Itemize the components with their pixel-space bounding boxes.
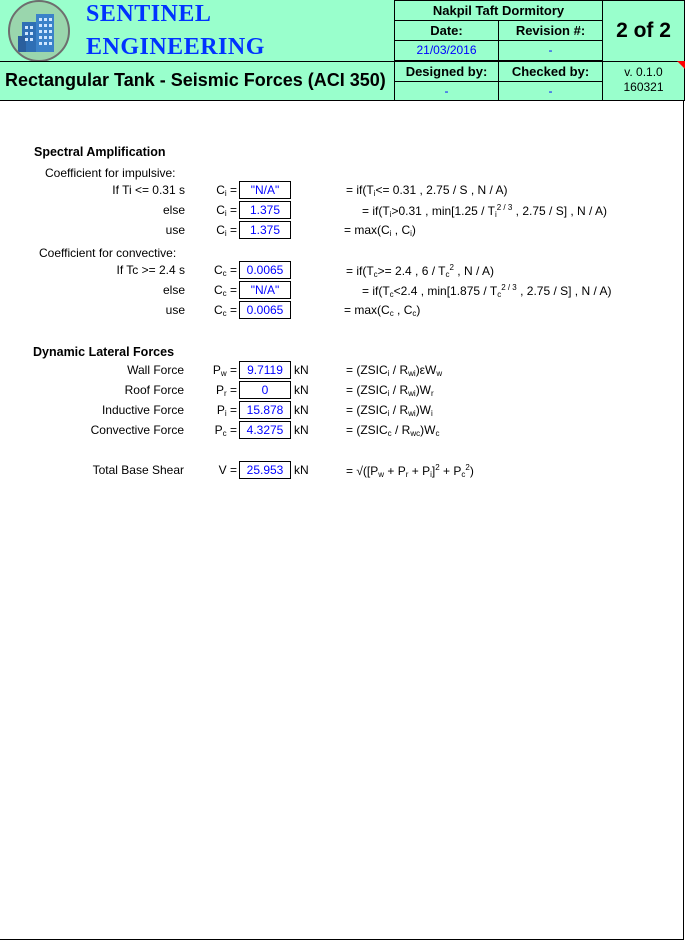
designed-by-label: Designed by: (394, 61, 499, 82)
comment-marker-icon (677, 61, 685, 69)
formula-text: = $if(T_i>0.31$ , $\min[1.25 / T_i^{2 / 3}$ , 2.75 / S] , N / A) (362, 203, 608, 219)
company-name-line1: SENTINEL (86, 1, 212, 27)
force-name: Convective Force (90, 423, 184, 437)
symbol-label: $P_w$ = (212, 363, 237, 378)
formula-text: = $\max(C_c$ , $C_c$) (344, 303, 421, 318)
formula-text: = $(ZSIC_c / R_{wc})W_c$ (346, 423, 440, 438)
checked-by-value: - (498, 81, 603, 101)
value-cell: 0 (239, 381, 291, 399)
sheet-title: Rectangular Tank - Seismic Forces (ACI 350) (5, 70, 386, 90)
date-value: 21/03/2016 (394, 40, 499, 61)
symbol-label: $C_c$ = (213, 263, 237, 278)
page-number: 2 of 2 (602, 0, 685, 62)
impulsive-label: Coefficient for impulsive: (45, 166, 176, 180)
symbol-label: $P_i$ = (216, 403, 237, 418)
version-cell (602, 61, 685, 101)
force-name: Roof Force (124, 383, 184, 397)
value-cell: 4.3275 (239, 421, 291, 439)
condition-label: use (165, 223, 185, 237)
revision-value: - (498, 40, 603, 61)
building-logo-icon (8, 0, 70, 62)
value-cell: 0.0065 (239, 301, 291, 319)
condition-label: else (162, 203, 185, 217)
condition-label: If Tc >= 2.4 s (116, 263, 185, 277)
symbol-label: $P_c$ = (214, 423, 237, 438)
force-name: Inductive Force (101, 403, 184, 417)
date-label: Date: (394, 20, 499, 41)
formula-text: = $(ZSIC_i / R_{wi})W_r$ (346, 383, 434, 398)
value-cell: "N/A" (239, 281, 291, 299)
symbol-label: $C_i$ = (216, 223, 237, 238)
formula-text: = $if(T_c>= 2.4$ , $6 / T_c^2$ , N / A) (346, 263, 494, 279)
formula-text: = $if(T_i<= 0.31$ , 2.75 / S , N / A) (346, 183, 508, 198)
total-name: Total Base Shear (92, 463, 184, 477)
convective-label: Coefficient for convective: (39, 246, 177, 260)
value-cell: 1.375 (239, 201, 291, 219)
symbol-label: $P_r$ = (215, 383, 237, 398)
formula-text: = $√([P_w + P_r + P_i]^2 + P_c^2)$ (346, 463, 474, 479)
formula-text: = $(ZSIC_i / R_{wi})\varepsilon W_w$ (346, 363, 443, 378)
unit-label: kN (294, 463, 309, 477)
condition-label: If Ti <= 0.31 s (112, 183, 185, 197)
symbol-label: $C_i$ = (216, 203, 237, 218)
sheet-header (0, 0, 685, 101)
symbol-label: V = (218, 463, 237, 477)
condition-label: else (162, 283, 185, 297)
project-name: Nakpil Taft Dormitory (394, 0, 603, 21)
value-cell: 25.953 (239, 461, 291, 479)
checked-by-label: Checked by: (498, 61, 603, 82)
condition-label: use (165, 303, 185, 317)
unit-label: kN (294, 423, 309, 437)
unit-label: kN (294, 383, 309, 397)
symbol-label: $C_c$ = (213, 303, 237, 318)
formula-text: = $\max(C_i$ , $C_i$) (344, 223, 416, 238)
company-name-line2: ENGINEERING (86, 34, 265, 60)
symbol-label: $C_c$ = (213, 283, 237, 298)
value-cell: 0.0065 (239, 261, 291, 279)
value-cell: 1.375 (239, 221, 291, 239)
build-number: 160321 (623, 80, 664, 94)
formula-text: = $(ZSIC_i / R_{wi})W_i$ (346, 403, 433, 418)
force-name: Wall Force (127, 363, 184, 377)
unit-label: kN (294, 403, 309, 417)
symbol-label: $C_i$ = (216, 183, 237, 198)
dynamic-heading: Dynamic Lateral Forces (33, 345, 175, 359)
value-cell: 9.7119 (239, 361, 291, 379)
spectral-heading: Spectral Amplification (34, 145, 166, 159)
formula-text: = $if(T_c<2.4$ , $\min[1.875 / T_c^{2 / 3}$ , 2.75 / S] , N / A) (362, 283, 612, 299)
value-cell: "N/A" (239, 181, 291, 199)
revision-label: Revision #: (498, 20, 603, 41)
value-cell: 15.878 (239, 401, 291, 419)
unit-label: kN (294, 363, 309, 377)
designed-by-value: - (394, 81, 499, 101)
version-text: v. 0.1.0 (624, 65, 663, 79)
